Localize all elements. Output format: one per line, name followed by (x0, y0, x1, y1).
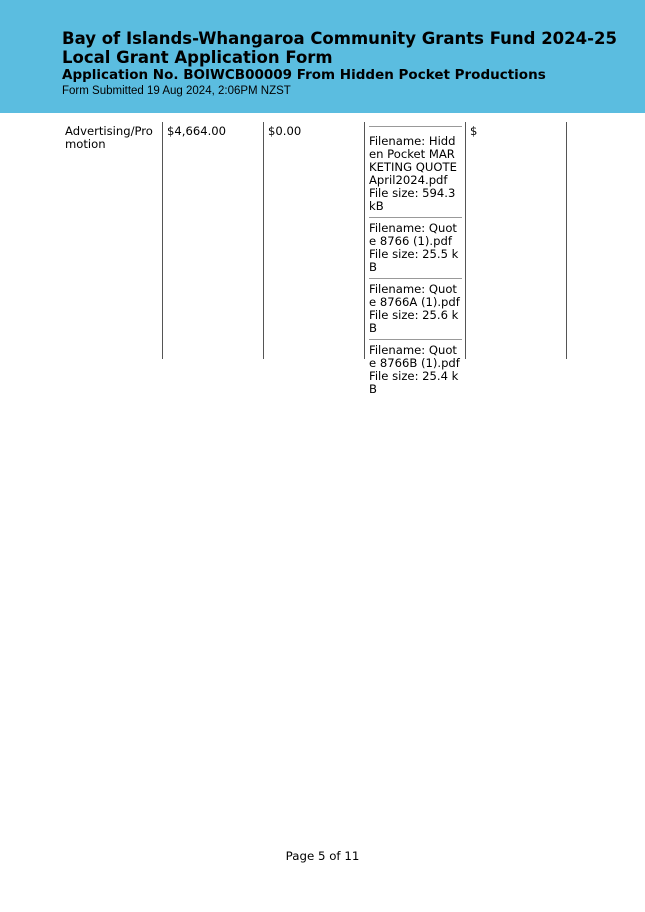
attachment-file[interactable] (369, 126, 462, 217)
attachment-filename: Filename: Quote 8766B (1).pdf (369, 343, 460, 370)
application-number: Application No. BOIWCB00009 From Hidden Pocket Productions (62, 67, 546, 83)
submitted-date: Form Submitted 19 Aug 2024, 2:06PM NZST (62, 85, 291, 97)
attachment-filename: Filename: Hidden Pocket MARKETING QUOTE April2024.pdf (369, 134, 457, 187)
cell-amount: $4,664.00 (163, 122, 264, 359)
attachment-filesize: File size: 25.5 kB (369, 247, 459, 274)
attachment-filesize: File size: 25.6 kB (369, 308, 459, 335)
page-number: Page 5 of 11 (285, 849, 360, 863)
attachment-file[interactable] (369, 217, 462, 278)
cell-last: $ (466, 122, 567, 359)
cell-other: $0.00 (264, 122, 365, 359)
attachment-file[interactable] (369, 339, 462, 400)
cell-item: Advertising/Promotion (61, 122, 163, 359)
attachment-file[interactable] (369, 278, 462, 339)
page-header (0, 0, 645, 113)
form-title-line2: Local Grant Application Form (62, 48, 333, 67)
attachment-filename: Filename: Quote 8766A (1).pdf (369, 282, 460, 309)
form-title-line1: Bay of Islands-Whangaroa Community Grants Fund 2024-25 (62, 29, 617, 48)
attachment-filename: Filename: Quote 8766 (1).pdf (369, 221, 457, 248)
attachment-filesize: File size: 25.4 kB (369, 369, 459, 396)
attachment-filesize: File size: 594.3 kB (369, 186, 456, 213)
cell-attachments (365, 122, 466, 396)
